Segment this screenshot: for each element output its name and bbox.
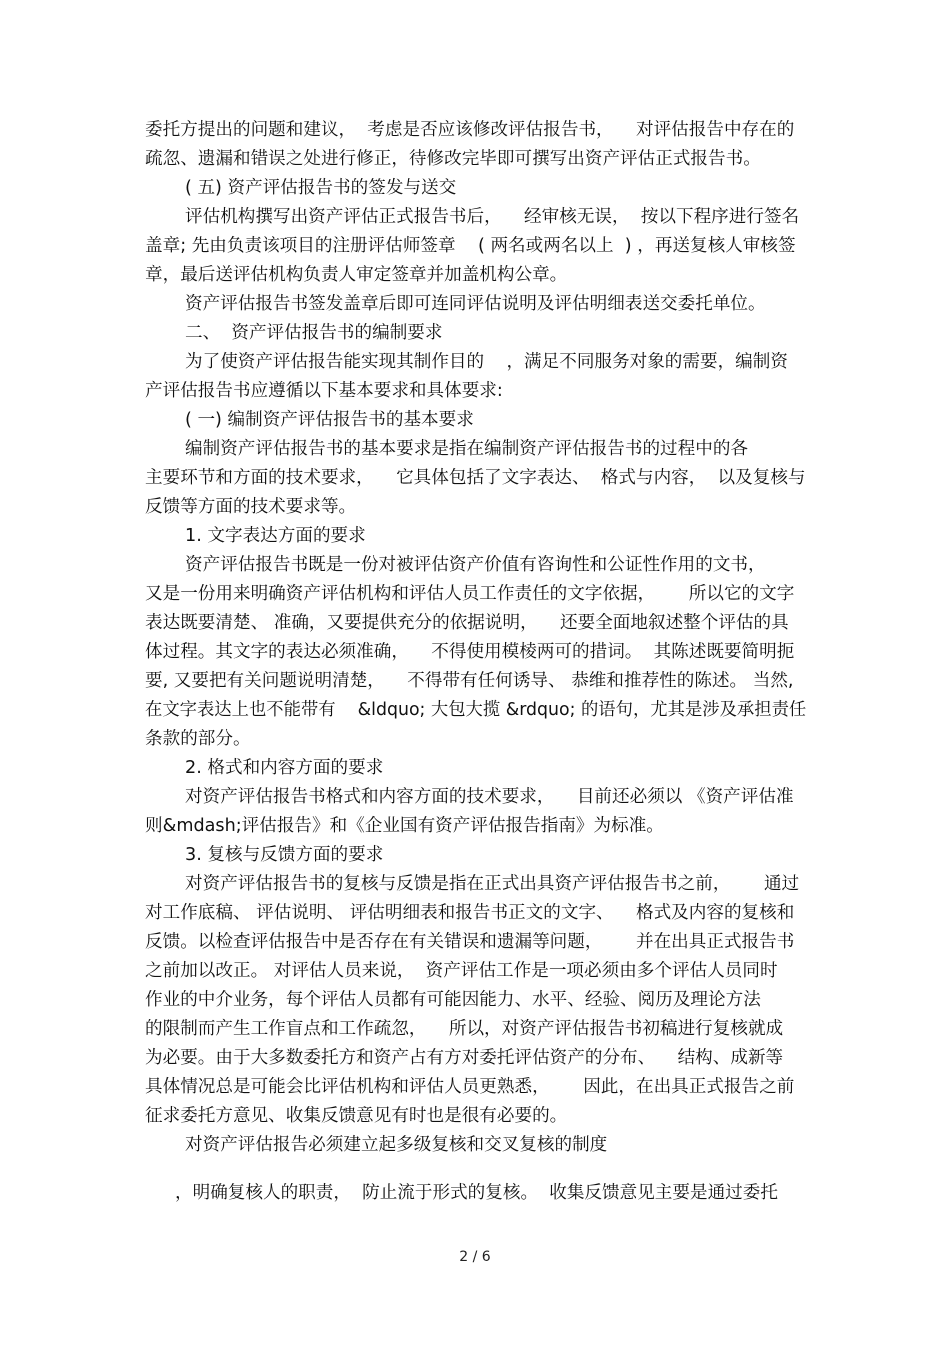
text-line: 反馈。以检查评估报告中是否存在有关错误和遗漏等问题， 并在出具正式报告书 <box>145 932 795 952</box>
text-line: 反馈等方面的技术要求等。 <box>145 497 357 517</box>
text-line: 征求委托方意见、收集反馈意见有时也是很有必要的。 <box>145 1106 568 1126</box>
text-line: 在文字表达上也不能带有 &ldquo; 大包大揽 &rdquo; 的语句，尤其是涉及承担责任 <box>145 700 807 720</box>
text-line: 产评估报告书应遵循以下基本要求和具体要求: <box>145 381 503 401</box>
text-line: 对资产评估报告书格式和内容方面的技术要求， 目前还必须以 《资产评估准 <box>185 787 794 807</box>
section-heading: 2. 格式和内容方面的要求 <box>185 758 384 778</box>
text-line: 为必要。由于大多数委托方和资产占有方对委托评估资产的分布、 结构、成新等 <box>145 1048 784 1068</box>
text-line: 条款的部分。 <box>145 729 251 749</box>
text-line: 为了使资产评估报告能实现其制作目的 ，满足不同服务对象的需要，编制资 <box>185 352 788 372</box>
text-line: 主要环节和方面的技术要求， 它具体包括了文字表达、 格式与内容， 以及复核与 <box>145 468 806 488</box>
section-heading: ( 一) 编制资产评估报告书的基本要求 <box>185 410 474 430</box>
text-line: 则&mdash;评估报告》和《企业国有资产评估报告指南》为标准。 <box>145 816 664 836</box>
text-line: 对资产评估报告书的复核与反馈是指在正式出具资产评估报告书之前， 通过 <box>185 874 800 894</box>
text-line: 对工作底稿、 评估说明、 评估明细表和报告书正文的文字、 格式及内容的复核和 <box>145 903 795 923</box>
text-line: 又是一份用来明确资产评估机构和评估人员工作责任的文字依据， 所以它的文字 <box>145 584 795 604</box>
section-heading: 1. 文字表达方面的要求 <box>185 526 366 546</box>
text-line: 要, 又要把有关问题说明清楚， 不得带有任何诱导、 恭维和推荐性的陈述。 当然, <box>145 671 794 691</box>
text-line: ，明确复核人的职责， 防止流于形式的复核。 收集反馈意见主要是通过委托 <box>175 1183 778 1203</box>
text-line: 评估机构撰写出资产评估正式报告书后， 经审核无误， 按以下程序进行签名 <box>185 207 800 227</box>
text-line: 的限制而产生工作盲点和工作疏忽， 所以，对资产评估报告书初稿进行复核就成 <box>145 1019 784 1039</box>
section-heading: 3. 复核与反馈方面的要求 <box>185 845 384 865</box>
text-line: 盖章; 先由负责该项目的注册评估师签章 ( 两名或两名以上 ) ，再送复核人审核签 <box>145 236 796 256</box>
section-heading: ( 五) 资产评估报告书的签发与送交 <box>185 178 457 198</box>
text-line: 资产评估报告书既是一份对被评估资产价值有咨询性和公证性作用的文书， <box>185 555 766 575</box>
section-heading: 二、 资产评估报告书的编制要求 <box>185 323 443 343</box>
text-line: 作业的中介业务，每个评估人员都有可能因能力、水平、经验、阅历及理论方法 <box>145 990 761 1010</box>
text-line: 委托方提出的问题和建议， 考虑是否应该修改评估报告书， 对评估报告中存在的 <box>145 120 795 140</box>
text-line: 疏忽、遗漏和错误之处进行修正，待修改完毕即可撰写出资产评估正式报告书。 <box>145 149 761 169</box>
page-number: 2 / 6 <box>459 1249 491 1265</box>
text-line: 编制资产评估报告书的基本要求是指在编制资产评估报告书的过程中的各 <box>185 439 749 459</box>
text-line: 之前加以改正。 对评估人员来说， 资产评估工作是一项必须由多个评估人员同时 <box>145 961 778 981</box>
text-line: 对资产评估报告必须建立起多级复核和交叉复核的制度 <box>185 1135 608 1155</box>
text-line: 资产评估报告书签发盖章后即可连同评估说明及评估明细表送交委托单位。 <box>185 294 766 314</box>
text-line: 表达既要清楚、 准确，又要提供充分的依据说明， 还要全面地叙述整个评估的具 <box>145 613 789 633</box>
text-line: 具体情况总是可能会比评估机构和评估人员更熟悉， 因此，在出具正式报告之前 <box>145 1077 795 1097</box>
text-line: 章，最后送评估机构负责人审定签章并加盖机构公章。 <box>145 265 568 285</box>
text-line: 体过程。其文字的表达必须准确， 不得使用模棱两可的措词。 其陈述既要简明扼 <box>145 642 795 662</box>
